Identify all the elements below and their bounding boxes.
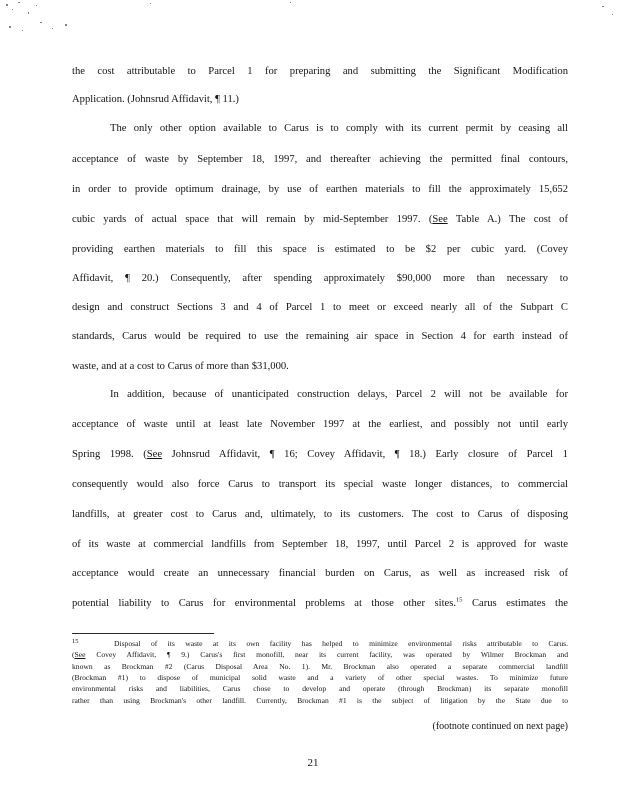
text-line: waste, and at a cost to Carus of more than $31,000. [72, 361, 289, 372]
text-line: In addition, because of unanticipated construction delays, Parcel 2 will not be available for [110, 389, 568, 400]
footnote-line: environmental risks and liabilities, Carus chose to develop and operate (through Brockman) its separate monofill [72, 684, 568, 694]
text-segment: cubic yards of actual space that will remain by mid-September 1997. ( [72, 214, 433, 225]
text-line: The only other option available to Carus is to comply with its current permit by ceasing all [110, 123, 568, 134]
footnote-line: (Brockman #1) to dispose of municipal solid waste and a variety of other special wastes. To minimize future [72, 672, 568, 682]
text-segment: ( [72, 650, 75, 660]
page-number: 21 [307, 757, 319, 769]
footnote-number: 15 [72, 638, 79, 645]
footnote-line: Disposal of its waste at its own facility has helped to minimize environmental risks attributable to Carus. [114, 639, 568, 648]
footnote-continued: (footnote continued on next page) [432, 721, 568, 732]
text-line: in order to provide optimum drainage, by use of earthen materials to fill the approximately 15,652 [72, 184, 568, 195]
text-segment: potential liability to Carus for environmental problems at those other sites. [72, 598, 456, 609]
text-line: acceptance of waste until at least late November 1997 at the earliest, and possibly not until early [72, 419, 568, 430]
footnote-line: known as Brockman #2 (Carus Disposal Area No. 1). Mr. Brockman also operated a separate commercial landfill [72, 661, 568, 671]
text-segment: Johnsrud Affidavit, ¶ 16; Covey Affidavit, ¶ 18.) Early closure of Parcel 1 [162, 449, 568, 460]
text-line [72, 212, 568, 228]
footnote-line [72, 649, 568, 660]
footnote-separator [72, 633, 214, 634]
text-line: of its waste at commercial landfills from September 18, 1997, until Parcel 2 is approved for waste [72, 539, 568, 550]
footnote-reference: 15 [455, 596, 463, 604]
text-segment: Table A.) The cost of [447, 214, 568, 225]
text-line [72, 596, 568, 612]
text-line: the cost attributable to Parcel 1 for preparing and submitting the Significant Modification [72, 66, 568, 77]
text-segment: Covey Affidavit, ¶ 9.) Carus's first monofill, near its current facility, was operated by Wilmer Brockman and [85, 650, 568, 660]
text-line: Application. (Johnsrud Affidavit, ¶ 11.) [72, 94, 239, 105]
footnote-line: rather than using Brockman's other landfill. Currently, Brockman #1 is the subject of litigation by the State due to [72, 695, 568, 705]
text-line: Affidavit, ¶ 20.) Consequently, after spending approximately $90,000 more than necessary to [72, 273, 568, 284]
text-line: acceptance would create an unnecessary financial burden on Carus, as well as increased risk of [72, 568, 568, 579]
text-line: standards, Carus would be required to use the remaining air space in Section 4 for earth instead of [72, 331, 568, 342]
text-segment: Spring 1998. ( [72, 449, 147, 460]
text-line: consequently would also force Carus to transport its special waste longer distances, to commercial [72, 479, 568, 490]
see-signal: See [74, 650, 86, 660]
text-segment: Carus estimates the [462, 598, 568, 609]
text-line: providing earthen materials to fill this space is estimated to be $2 per cubic yard. (Covey [72, 244, 568, 255]
see-signal: See [432, 214, 448, 225]
text-line: acceptance of waste by September 18, 1997, and thereafter achieving the permitted final contours, [72, 154, 568, 165]
text-line: design and construct Sections 3 and 4 of Parcel 1 to meet or exceed nearly all of the Subpart C [72, 302, 568, 313]
text-line: landfills, at greater cost to Carus and, ultimately, to its customers. The cost to Carus of disposing [72, 509, 568, 520]
text-line [72, 447, 568, 463]
see-signal: See [146, 449, 163, 460]
